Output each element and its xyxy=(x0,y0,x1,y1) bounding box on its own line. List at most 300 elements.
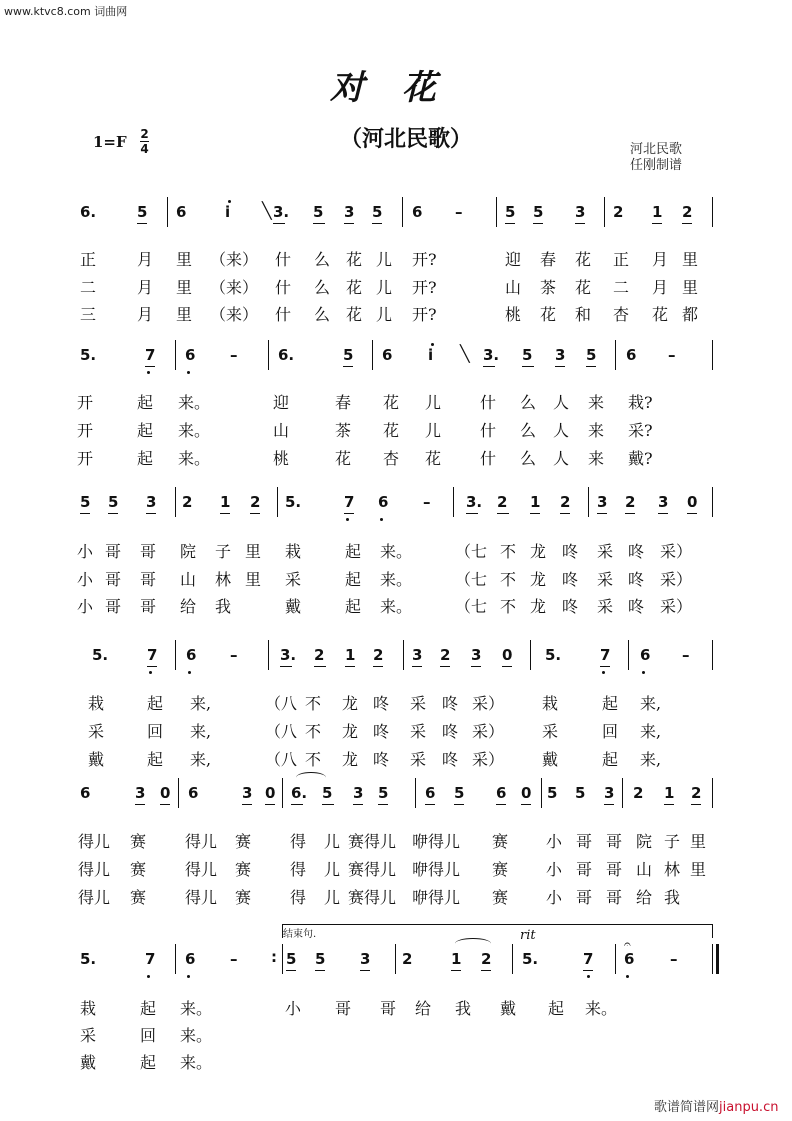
octave-dot-below xyxy=(187,975,190,978)
lyric-syllable: 咚 xyxy=(628,570,645,589)
lyric-syllable: 都 xyxy=(682,305,699,324)
lyric-syllable: 里 xyxy=(245,542,262,561)
jianpu-note: i xyxy=(428,346,434,364)
lyric-syllable: （来） xyxy=(210,305,259,324)
lyric-syllable: 来。 xyxy=(380,597,413,616)
lyric-syllable: 得儿 xyxy=(78,832,111,851)
ending-bracket-top xyxy=(282,924,712,925)
beam-underline xyxy=(360,970,370,971)
beam-underline xyxy=(80,513,90,514)
beam-underline xyxy=(575,223,585,224)
lyric-syllable: 里 xyxy=(682,278,699,297)
jianpu-note: 7 xyxy=(145,346,156,364)
lyric-syllable: 回 xyxy=(602,722,619,741)
lyric-syllable: 人 xyxy=(553,449,570,468)
lyric-syllable: 龙 xyxy=(342,722,359,741)
beam-underline xyxy=(502,666,512,667)
lyric-syllable: 小 xyxy=(77,542,94,561)
jianpu-note: 1 xyxy=(345,646,356,664)
beam-underline xyxy=(664,804,674,805)
lyric-syllable: 儿 xyxy=(376,278,393,297)
lyric-syllable: 什 xyxy=(480,393,497,412)
lyric-syllable: 起 xyxy=(345,570,362,589)
bar-line xyxy=(615,340,616,370)
jianpu-note: 5 xyxy=(505,203,516,221)
lyric-syllable: 么 xyxy=(314,278,331,297)
lyric-syllable: 回 xyxy=(140,1026,157,1045)
beam-underline xyxy=(322,804,334,805)
bar-line xyxy=(403,640,404,670)
jianpu-note: 3 xyxy=(412,646,423,664)
beam-underline xyxy=(313,223,325,224)
lyric-syllable: 院 xyxy=(636,832,653,851)
jianpu-note: 6. xyxy=(80,203,97,221)
lyric-syllable: 儿 xyxy=(376,250,393,269)
jianpu-note: 3 xyxy=(344,203,355,221)
final-bar-thick xyxy=(716,944,719,974)
lyric-syllable: 哥 xyxy=(105,597,122,616)
beam-underline xyxy=(250,513,260,514)
beam-underline xyxy=(280,666,292,667)
ending-label: 结束句. xyxy=(283,929,317,940)
lyric-syllable: 得 xyxy=(290,860,307,879)
bar-line xyxy=(178,778,179,808)
lyric-syllable: 来 xyxy=(588,393,605,412)
beam-underline xyxy=(108,513,118,514)
jianpu-note: 3 xyxy=(360,950,371,968)
beam-underline xyxy=(372,223,382,224)
watermark-main: 歌谱简谱网 xyxy=(654,1100,720,1115)
lyric-syllable: 迎 xyxy=(273,393,290,412)
jianpu-note: 3. xyxy=(273,203,290,221)
lyric-syllable: 我 xyxy=(215,597,232,616)
jianpu-note: 0 xyxy=(160,784,171,802)
jianpu-note: 3 xyxy=(146,493,157,511)
lyric-syllable: 迎 xyxy=(505,250,522,269)
jianpu-note: 5. xyxy=(285,493,302,511)
jianpu-note: – xyxy=(230,646,238,664)
lyric-syllable: 得 xyxy=(290,888,307,907)
jianpu-note: 3. xyxy=(466,493,483,511)
lyric-syllable: 开? xyxy=(412,250,437,269)
jianpu-note: 7 xyxy=(600,646,611,664)
lyric-syllable: 来。 xyxy=(178,449,211,468)
jianpu-note: – xyxy=(668,346,676,364)
octave-dot-below xyxy=(187,371,190,374)
lyric-syllable: 和 xyxy=(575,305,592,324)
beam-underline xyxy=(530,513,540,514)
lyric-syllable: 什 xyxy=(480,449,497,468)
bar-line xyxy=(415,778,416,808)
lyric-syllable: 开 xyxy=(77,449,94,468)
lyric-syllable: 儿 xyxy=(324,888,341,907)
jianpu-note: 6 xyxy=(626,346,637,364)
lyric-syllable: 赛 xyxy=(492,832,509,851)
lyric-syllable: 子 xyxy=(215,542,232,561)
lyric-syllable: 里 xyxy=(176,305,193,324)
lyric-syllable: （七 xyxy=(455,542,488,561)
lyric-syllable: 哥 xyxy=(105,570,122,589)
jianpu-note: – xyxy=(230,950,238,968)
jianpu-note: 5 xyxy=(575,784,586,802)
lyric-syllable: 正 xyxy=(80,250,97,269)
lyric-syllable: 咚 xyxy=(373,722,390,741)
beam-underline xyxy=(583,970,593,971)
lyric-syllable: 小 xyxy=(77,570,94,589)
jianpu-note: 3 xyxy=(555,346,566,364)
lyric-syllable: 什 xyxy=(480,421,497,440)
lyric-syllable: 里 xyxy=(176,250,193,269)
jianpu-note: 2 xyxy=(633,784,644,802)
lyric-syllable: 回 xyxy=(147,722,164,741)
lyric-syllable: 采 xyxy=(88,722,105,741)
lyric-syllable: 儿 xyxy=(324,832,341,851)
lyric-syllable: 三 xyxy=(80,305,97,324)
lyric-syllable: 采 xyxy=(597,542,614,561)
lyric-syllable: 春 xyxy=(540,250,557,269)
lyric-syllable: 来, xyxy=(640,722,662,741)
lyric-syllable: 得儿 xyxy=(78,888,111,907)
beam-underline xyxy=(652,223,662,224)
beam-underline xyxy=(291,804,303,805)
lyric-syllable: 来。 xyxy=(380,542,413,561)
jianpu-note: 5 xyxy=(586,346,597,364)
lyric-syllable: 得 xyxy=(290,832,307,851)
lyric-syllable: 花 xyxy=(383,421,400,440)
bar-line xyxy=(512,944,513,974)
lyric-syllable: 起 xyxy=(345,597,362,616)
lyric-syllable: 戴 xyxy=(80,1053,97,1072)
jianpu-note: 2 xyxy=(440,646,451,664)
bar-line xyxy=(496,197,497,227)
octave-dot-below xyxy=(602,671,605,674)
lyric-syllable: 赛 xyxy=(130,832,147,851)
lyric-syllable: 咚 xyxy=(442,750,459,769)
lyric-syllable: 采 xyxy=(597,597,614,616)
lyric-syllable: 咿得儿 xyxy=(412,832,461,851)
beam-underline xyxy=(242,804,252,805)
lyric-syllable: 给 xyxy=(415,999,432,1018)
octave-dot-below xyxy=(642,671,645,674)
song-subtitle: （河北民歌） xyxy=(340,127,473,152)
lyric-syllable: 采 xyxy=(80,1026,97,1045)
lyric-syllable: 栽 xyxy=(88,694,105,713)
jianpu-note: 1 xyxy=(652,203,663,221)
lyric-syllable: 得儿 xyxy=(185,860,218,879)
jianpu-note: 5 xyxy=(313,203,324,221)
beam-underline xyxy=(691,804,701,805)
lyric-syllable: 咚 xyxy=(628,542,645,561)
jianpu-note: 3 xyxy=(658,493,669,511)
lyric-syllable: （来） xyxy=(210,278,259,297)
beam-underline xyxy=(378,804,388,805)
lyric-syllable: 给 xyxy=(636,888,653,907)
lyric-syllable: 咚 xyxy=(562,570,579,589)
jianpu-note: 3 xyxy=(353,784,364,802)
beam-underline xyxy=(147,666,157,667)
lyric-syllable: 不 xyxy=(305,750,322,769)
lyric-syllable: 起 xyxy=(548,999,565,1018)
key-signature: 1=F xyxy=(93,133,127,151)
lyric-syllable: 咿得儿 xyxy=(412,888,461,907)
lyric-syllable: 采） xyxy=(472,694,505,713)
lyric-syllable: 栽 xyxy=(80,999,97,1018)
lyric-syllable: 花 xyxy=(540,305,557,324)
lyric-syllable: 不 xyxy=(500,597,517,616)
jianpu-note: 2 xyxy=(373,646,384,664)
beam-underline xyxy=(481,970,491,971)
lyric-syllable: 山 xyxy=(273,421,290,440)
lyric-syllable: 我 xyxy=(664,888,681,907)
jianpu-note: 2 xyxy=(182,493,193,511)
jianpu-note: 5 xyxy=(454,784,465,802)
lyric-syllable: 龙 xyxy=(342,750,359,769)
beam-underline xyxy=(273,223,285,224)
lyric-syllable: 不 xyxy=(500,542,517,561)
jianpu-note: 5 xyxy=(80,493,91,511)
lyric-syllable: 什 xyxy=(275,250,292,269)
lyric-syllable: 来, xyxy=(190,694,212,713)
lyric-syllable: 哥 xyxy=(335,999,352,1018)
lyric-syllable: 来。 xyxy=(178,393,211,412)
lyric-syllable: 咚 xyxy=(373,750,390,769)
octave-dot-above xyxy=(431,343,434,346)
bar-line xyxy=(712,340,713,370)
lyric-syllable: 二 xyxy=(613,278,630,297)
lyric-syllable: 起 xyxy=(147,750,164,769)
beam-underline xyxy=(560,513,570,514)
lyric-syllable: 杏 xyxy=(383,449,400,468)
jianpu-note: 6 xyxy=(186,646,197,664)
lyric-syllable: 林 xyxy=(664,860,681,879)
lyric-syllable: 得儿 xyxy=(185,832,218,851)
song-title: 对花 xyxy=(330,68,474,108)
beam-underline xyxy=(314,666,326,667)
lyric-syllable: 小 xyxy=(546,832,563,851)
lyric-syllable: 月 xyxy=(137,278,154,297)
lyric-syllable: 采） xyxy=(660,542,693,561)
lyric-syllable: 儿 xyxy=(425,421,442,440)
jianpu-note: 5 xyxy=(137,203,148,221)
jianpu-note: 5. xyxy=(92,646,109,664)
jianpu-note: 6 xyxy=(412,203,423,221)
lyric-syllable: 桃 xyxy=(273,449,290,468)
lyric-syllable: 开 xyxy=(77,421,94,440)
jianpu-note: 2 xyxy=(691,784,702,802)
lyric-syllable: 里 xyxy=(176,278,193,297)
beam-underline xyxy=(497,513,509,514)
lyric-syllable: 采） xyxy=(660,597,693,616)
jianpu-note: 7 xyxy=(583,950,594,968)
lyric-syllable: 咚 xyxy=(373,694,390,713)
lyric-syllable: 采 xyxy=(597,570,614,589)
jianpu-note: 6 xyxy=(382,346,393,364)
lyric-syllable: 赛 xyxy=(492,860,509,879)
lyric-syllable: 起 xyxy=(602,750,619,769)
lyric-syllable: 咚 xyxy=(562,597,579,616)
jianpu-note: 0 xyxy=(265,784,276,802)
beam-underline xyxy=(682,223,692,224)
octave-dot-below xyxy=(147,371,150,374)
lyric-syllable: 咚 xyxy=(628,597,645,616)
lyric-syllable: 来。 xyxy=(180,999,213,1018)
lyric-syllable: 哥 xyxy=(140,597,157,616)
slur-arc xyxy=(296,772,326,783)
jianpu-note: 6. xyxy=(291,784,308,802)
jianpu-note: 6. xyxy=(278,346,295,364)
lyric-syllable: 儿 xyxy=(425,393,442,412)
lyric-syllable: 采 xyxy=(410,694,427,713)
repeat-sign: : xyxy=(271,948,277,966)
lyric-syllable: 来。 xyxy=(380,570,413,589)
lyric-syllable: 小 xyxy=(546,860,563,879)
lyric-syllable: 儿 xyxy=(376,305,393,324)
lyric-syllable: 山 xyxy=(505,278,522,297)
lyric-syllable: 起 xyxy=(147,694,164,713)
lyric-syllable: 得儿 xyxy=(185,888,218,907)
lyric-syllable: 山 xyxy=(636,860,653,879)
jianpu-note: 1 xyxy=(220,493,231,511)
lyric-syllable: 小 xyxy=(77,597,94,616)
time-signature-top: 2 xyxy=(140,127,149,141)
jianpu-note: 5 xyxy=(547,784,558,802)
beam-underline xyxy=(315,970,325,971)
octave-dot-below xyxy=(587,975,590,978)
lyric-syllable: 来 xyxy=(588,449,605,468)
slur-arc xyxy=(455,938,491,949)
lyric-syllable: 赛 xyxy=(235,832,252,851)
lyric-syllable: 龙 xyxy=(342,694,359,713)
bar-line xyxy=(167,197,168,227)
site-watermark-top: www.ktvc8.com 词曲网 xyxy=(4,5,128,18)
lyric-syllable: 戴 xyxy=(500,999,517,1018)
lyric-syllable: 花 xyxy=(335,449,352,468)
jianpu-note: 6 xyxy=(496,784,507,802)
breath-mark: ╲ xyxy=(460,344,470,363)
jianpu-note: 3. xyxy=(483,346,500,364)
lyric-syllable: 开 xyxy=(77,393,94,412)
beam-underline xyxy=(505,223,515,224)
octave-dot-below xyxy=(149,671,152,674)
lyric-syllable: 人 xyxy=(553,421,570,440)
lyric-syllable: 么 xyxy=(314,250,331,269)
beam-underline xyxy=(344,513,354,514)
jianpu-note: 2 xyxy=(497,493,508,511)
lyric-syllable: 么 xyxy=(314,305,331,324)
lyric-syllable: 桃 xyxy=(505,305,522,324)
jianpu-note: 7 xyxy=(147,646,158,664)
bar-line xyxy=(712,778,713,808)
jianpu-note: 5 xyxy=(286,950,297,968)
beam-underline xyxy=(146,513,156,514)
lyric-syllable: 起 xyxy=(137,393,154,412)
tempo-mark-rit: rit xyxy=(520,928,536,943)
jianpu-note: 3 xyxy=(135,784,146,802)
lyric-syllable: 春 xyxy=(335,393,352,412)
lyric-syllable: 起 xyxy=(345,542,362,561)
bar-line xyxy=(604,197,605,227)
jianpu-note: 7 xyxy=(344,493,355,511)
lyric-syllable: 赛 xyxy=(235,888,252,907)
time-signature xyxy=(140,128,149,155)
lyric-syllable: 采? xyxy=(628,421,653,440)
jianpu-note: 3 xyxy=(242,784,253,802)
lyric-syllable: 里 xyxy=(245,570,262,589)
bar-line xyxy=(268,640,269,670)
lyric-syllable: 起 xyxy=(137,449,154,468)
jianpu-note: 6 xyxy=(176,203,187,221)
lyric-syllable: 采 xyxy=(285,570,302,589)
jianpu-note: 5 xyxy=(343,346,354,364)
bar-line xyxy=(395,944,396,974)
lyric-syllable: 赛得儿 xyxy=(348,860,397,879)
bar-line xyxy=(588,487,589,517)
lyric-syllable: 戴 xyxy=(88,750,105,769)
lyric-syllable: 龙 xyxy=(530,570,547,589)
jianpu-note: 5. xyxy=(522,950,539,968)
lyric-syllable: 茶 xyxy=(335,421,352,440)
jianpu-note: 6 xyxy=(80,784,91,802)
lyric-syllable: 哥 xyxy=(140,570,157,589)
beam-underline xyxy=(600,666,610,667)
lyric-syllable: 么 xyxy=(520,449,537,468)
lyric-syllable: 花 xyxy=(346,250,363,269)
lyric-syllable: 杏 xyxy=(613,305,630,324)
lyric-syllable: 起 xyxy=(140,1053,157,1072)
jianpu-note: 1 xyxy=(664,784,675,802)
jianpu-note: 6 xyxy=(185,950,196,968)
lyric-syllable: 月 xyxy=(137,250,154,269)
beam-underline xyxy=(373,666,383,667)
jianpu-note: 5 xyxy=(108,493,119,511)
lyric-syllable: 栽 xyxy=(285,542,302,561)
bar-line xyxy=(712,944,713,974)
jianpu-note: 0 xyxy=(521,784,532,802)
lyric-syllable: 我 xyxy=(455,999,472,1018)
beam-underline xyxy=(483,366,495,367)
lyric-syllable: 给 xyxy=(180,597,197,616)
lyric-syllable: 花 xyxy=(346,278,363,297)
beam-underline xyxy=(454,804,464,805)
beam-underline xyxy=(451,970,461,971)
jianpu-note: 5. xyxy=(545,646,562,664)
jianpu-note: 5 xyxy=(533,203,544,221)
bar-line xyxy=(282,778,283,808)
bar-line xyxy=(712,487,713,517)
lyric-syllable: 来。 xyxy=(180,1026,213,1045)
lyric-syllable: 咚 xyxy=(562,542,579,561)
lyric-syllable: 小 xyxy=(285,999,302,1018)
jianpu-note: 6 xyxy=(188,784,199,802)
lyric-syllable: 来, xyxy=(640,694,662,713)
beam-underline xyxy=(344,223,354,224)
lyric-syllable: 起 xyxy=(140,999,157,1018)
lyric-syllable: 来, xyxy=(190,750,212,769)
bar-line xyxy=(175,487,176,517)
lyric-syllable: 儿 xyxy=(324,860,341,879)
lyric-syllable: 哥 xyxy=(606,888,623,907)
jianpu-note: – xyxy=(230,346,238,364)
bar-line xyxy=(628,640,629,670)
lyric-syllable: 来 xyxy=(588,421,605,440)
jianpu-note: 2 xyxy=(402,950,413,968)
jianpu-note: 1 xyxy=(530,493,541,511)
lyric-syllable: 来。 xyxy=(180,1053,213,1072)
lyric-syllable: 咿得儿 xyxy=(412,860,461,879)
lyric-syllable: （来） xyxy=(210,250,259,269)
beam-underline xyxy=(555,366,565,367)
jianpu-note: 5 xyxy=(322,784,333,802)
